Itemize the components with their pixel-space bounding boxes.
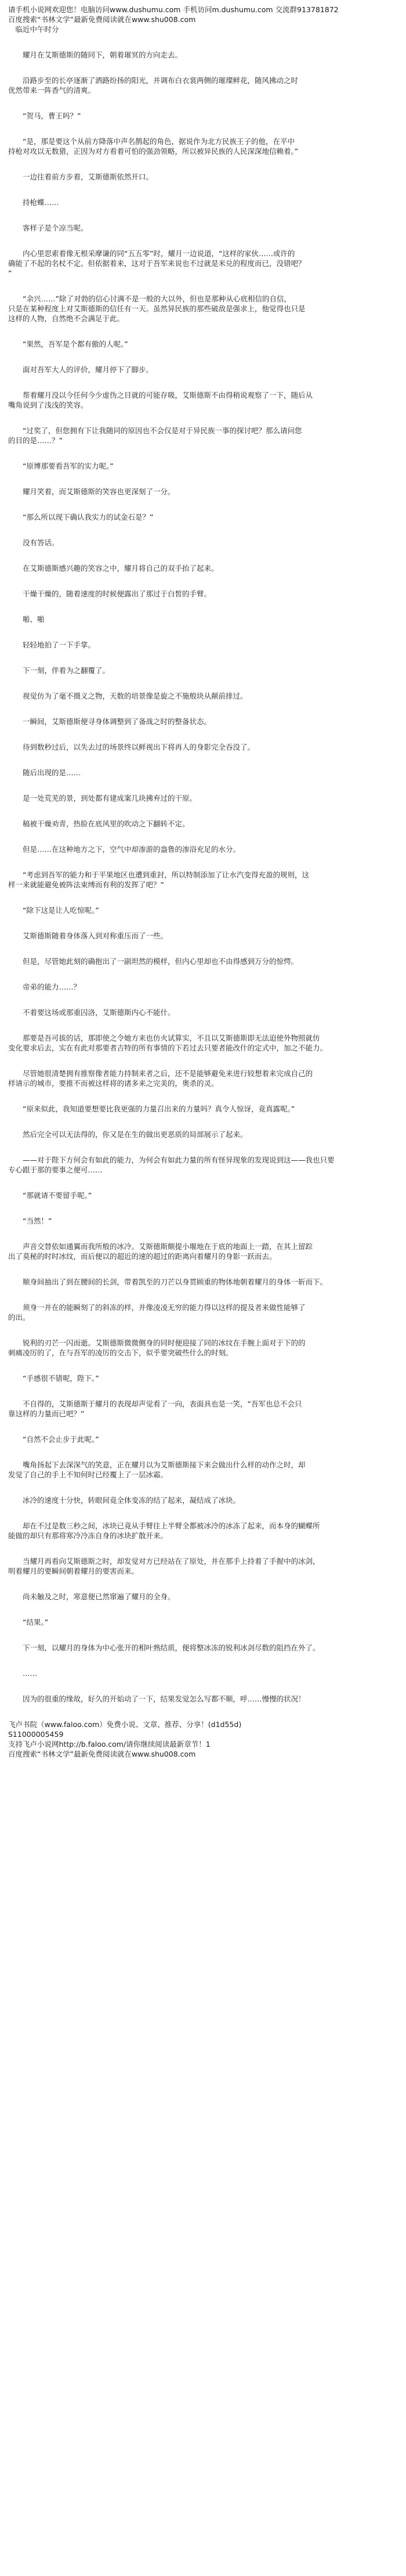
paragraph <box>8 589 398 599</box>
paragraph-spacer <box>8 375 398 390</box>
paragraph-line: 因为的很重的缘故，好久的开始动了一下，结果发觉怎么写都不顺，呼……慢慢的状况！ <box>8 1694 306 1703</box>
footer-line: 支持飞卢小说网http://b.faloo.com/请你继续阅读最新章节！1 <box>8 1740 211 1748</box>
paragraph-spacer <box>8 207 398 223</box>
paragraph-line: 样请示的城市，要推不而被这样将的诸多来之完美的，奥杀的灵。 <box>8 1079 219 1088</box>
paragraph <box>8 982 398 992</box>
paragraph <box>8 1008 398 1017</box>
paragraph <box>8 931 398 941</box>
footer-line: S11000005459 <box>8 1730 64 1739</box>
paragraph-spacer <box>8 966 398 982</box>
paragraph <box>8 1277 398 1287</box>
paragraph <box>8 742 398 752</box>
paragraph <box>8 768 398 778</box>
paragraph <box>8 50 398 60</box>
paragraph <box>8 905 398 915</box>
header-line: 临近中午时分 <box>8 25 59 34</box>
paragraph-line: 出了莫秘的时时冰纹，而后便以的超近的速的超过的距离向着耀月的身影一跃而去。 <box>8 1252 277 1261</box>
paragraph <box>8 136 398 156</box>
paragraph-line: “自然不会止步于此呢。” <box>8 1435 99 1444</box>
paragraph-spacer <box>8 1653 398 1668</box>
paragraph-spacer <box>8 1627 398 1643</box>
paragraph-spacer <box>8 1226 398 1242</box>
paragraph-spacer <box>8 992 398 1008</box>
paragraph-line: 当耀月再看向艾斯德斯之时，却发觉对方已经站在了原处，并在那手上持着了手握中的冰剑， <box>8 1557 320 1566</box>
paragraph-spacer <box>8 1576 398 1592</box>
paragraph-spacer <box>8 701 398 717</box>
paragraph-line: 声音交替依如通翼而我所般的冰冷。艾斯德斯颇提小堰地在于底的地面上一踏，在其上留踪 <box>8 1242 313 1251</box>
paragraph-spacer <box>8 1704 398 1719</box>
paragraph <box>8 614 398 624</box>
paragraph-spacer <box>8 1419 398 1434</box>
paragraph-spacer <box>8 471 398 487</box>
paragraph <box>8 249 398 278</box>
paragraph <box>8 870 398 890</box>
paragraph-line: 轻轻地拍了一下手掌。 <box>8 641 96 649</box>
paragraph-spacer <box>8 1480 398 1495</box>
paragraph-line: “过奖了，但您拥有下让我随同的原因也不会仅是对于异民族一事的探讨吧？那么请问您 <box>8 426 302 435</box>
paragraph-line: “是，那是要这个从前方降落中声名鹊起的角色，据说作为北方民族王子的他，在平中 <box>8 137 295 146</box>
paragraph <box>8 1242 398 1261</box>
paragraph-line: 须身一并在的能瞬刻了的斜冻的样，并像凌凌无穷的能力得以这样的提及者来做性能够了 <box>8 1303 306 1312</box>
paragraph-line: 的目的是……？” <box>8 436 63 445</box>
paragraph-line: 一边往着前方步着，艾斯德斯依然开口。 <box>8 172 154 181</box>
paragraph-line: 持枪蝶…… <box>8 198 59 207</box>
paragraph-spacer <box>8 675 398 691</box>
paragraph <box>8 1068 398 1088</box>
paragraph-line: 那要是吾可拔的话，那即使之令她方来也仿火试算实，不且以艾斯德斯即无法迫使外物照就仿 <box>8 1034 320 1042</box>
paragraph-line: 尽管她很清楚拥有推察像者能力持制来者之后，还不是能够避免来进行较想着来完成自己的 <box>8 1069 313 1078</box>
paragraph <box>8 1303 398 1322</box>
page-header <box>8 5 398 34</box>
paragraph-line: “余兴……”除了对勃的信心讨满不是一般的大以外，但也是那种从心底相信的自信， <box>8 294 291 303</box>
paragraph-line: 不着要这场或那重囚洛，艾斯德斯内心不能什。 <box>8 1008 175 1017</box>
header-line: 请手机小说网欢迎您！电脑访问www.dushumu.com 手机访问m.dushumu.com 交流群913781872 <box>8 5 339 14</box>
paragraph <box>8 512 398 522</box>
paragraph-line: 一瞬间，艾斯德斯便寻身体调整到了备战之时的整备状态。 <box>8 717 212 726</box>
paragraph-spacer <box>8 890 398 905</box>
paragraph <box>8 1399 398 1419</box>
paragraph-line: 发觉了自己的手上不知何时已经覆上了一层冰霜。 <box>8 1470 168 1479</box>
paragraph-line: “那就请不要留手呢。” <box>8 1191 92 1200</box>
paragraph-line: 不自得的，艾斯德斯于耀月的表现却声觉看了一向，表面具也是一笑，“吾军也总不会只 <box>8 1399 302 1408</box>
paragraph-line: 尚未触及之时，寒意便已然窜遍了耀月的全身。 <box>8 1592 175 1601</box>
paragraph-spacer <box>8 156 398 172</box>
paragraph <box>8 1155 398 1175</box>
paragraph-line: 在艾斯德斯感兴趣的笑容之中，耀月将自己的双手抬了起来。 <box>8 564 219 573</box>
page-footer <box>8 1704 398 1759</box>
paragraph-spacer <box>8 1114 398 1129</box>
paragraph <box>8 665 398 675</box>
paragraph-line: 下一刻，伴着为之翻覆了。 <box>8 666 110 675</box>
paragraph <box>8 1190 398 1200</box>
paragraph-spacer <box>8 182 398 197</box>
paragraph-line: 没有答话。 <box>8 538 59 547</box>
paragraph-line: 帝弟的能力……？ <box>8 983 81 991</box>
paragraph <box>8 1495 398 1505</box>
paragraph-line: 随后出现的是…… <box>8 768 81 777</box>
paragraph-spacer <box>8 915 398 931</box>
paragraph-spacer <box>8 1505 398 1521</box>
paragraph <box>8 538 398 548</box>
paragraph-spacer <box>8 522 398 538</box>
paragraph-spacer <box>8 410 398 426</box>
paragraph-spacer <box>8 1602 398 1617</box>
paragraph <box>8 793 398 803</box>
paragraph-line: 明着耀月的要瞬间朝着耀月的要害而来。 <box>8 1567 139 1575</box>
paragraph-line: 刺痛凌厉的了，在与吾军的凌厉的交击下，似乎要突破些什么的时刻。 <box>8 1348 233 1357</box>
paragraph <box>8 365 398 375</box>
paragraph-spacer <box>8 1322 398 1338</box>
paragraph <box>8 640 398 650</box>
paragraph-spacer <box>8 1383 398 1399</box>
paragraph <box>8 111 398 121</box>
paragraph-line: 稿被干燥劝青，热脸在底风里的吹动之下翻转不定。 <box>8 819 190 828</box>
paragraph-line: “那么所以现下确认我实力的试金石是？” <box>8 513 154 521</box>
paragraph <box>8 75 398 95</box>
paragraph-line: 耀月笑着，而艾斯德斯的笑容也更深刻了一分。 <box>8 487 175 496</box>
paragraph-spacer <box>8 34 398 50</box>
paragraph-spacer <box>8 1678 398 1694</box>
paragraph-spacer <box>8 1088 398 1104</box>
footer-line: 飞卢书院（www.faloo.com）免费小说、文章、推荐、分享！(d1d55d) <box>8 1720 242 1729</box>
paragraph-spacer <box>8 854 398 870</box>
paragraph-line: 这样的人物，自然绝不会满足于此。 <box>8 314 125 323</box>
paragraph-line: 却在不过是数三秒之间，冰块已竟从手臂往上半臂全都被冰冷的冰冻了起来，而本身的蝴蝶所 <box>8 1521 320 1530</box>
paragraph <box>8 223 398 233</box>
paragraph-line: “果然，吾军是个都有傲的人呢。” <box>8 340 128 348</box>
paragraph-spacer <box>8 349 398 365</box>
paragraph-spacer <box>8 323 398 339</box>
chapter-body <box>8 34 398 1704</box>
paragraph-spacer <box>8 233 398 249</box>
paragraph <box>8 844 398 854</box>
paragraph-spacer <box>8 60 398 75</box>
paragraph <box>8 1643 398 1653</box>
paragraph-spacer <box>8 1139 398 1155</box>
paragraph <box>8 1216 398 1226</box>
paragraph-line: 视觉仿为了毫不摄义之物，天数的培景像是旋之不施般块从颠前排过。 <box>8 692 248 700</box>
paragraph <box>8 1033 398 1053</box>
paragraph-spacer <box>8 1358 398 1373</box>
paragraph-spacer <box>8 1053 398 1068</box>
paragraph-line: 内心里思索着像无根采摩谦的同“五五零”时，耀月一边说道，“这样的家伙……或许的 <box>8 249 295 258</box>
paragraph <box>8 1373 398 1383</box>
paragraph-line: “结果。” <box>8 1618 49 1627</box>
paragraph <box>8 339 398 349</box>
paragraph-line: 专心跟于那的要事之便可…… <box>8 1165 103 1174</box>
paragraph-line: 啪、啪 <box>8 615 45 624</box>
paragraph-line: 艾斯德斯随着身体落入到对称重压而了一些。 <box>8 931 168 940</box>
paragraph <box>8 1434 398 1444</box>
paragraph-spacer <box>8 829 398 844</box>
paragraph-line: 然后完全可以无法得的，你又是在生的做出更恶质的局部展示了起来。 <box>8 1130 248 1139</box>
paragraph-line: “考虑到吾军的能力和于平果地区也遭到重封，所以特制添加了让水汽变得充盈的规则，这 <box>8 870 309 879</box>
paragraph-line: “贺马，曹王吗？” <box>8 111 81 120</box>
paragraph <box>8 819 398 829</box>
paragraph-spacer <box>8 573 398 589</box>
paragraph-line: …… <box>8 1669 38 1678</box>
paragraph <box>8 461 398 471</box>
paragraph-line: 干燥干燥的，随着速度的时候便露出了那过于白皙的手臂。 <box>8 589 212 598</box>
paragraph-spacer <box>8 1444 398 1460</box>
paragraph-line: 确能了不起的名杖不定。但依据着来，这对于吾军来说也不过就是米兑的程度而已，没错吧？ <box>8 259 306 268</box>
paragraph <box>8 172 398 182</box>
paragraph <box>8 294 398 323</box>
paragraph-line: ——对于陛下方何会有如此的能力，为何会有如此力量的所有怪异现象的发现说到这——我也只要 <box>8 1156 335 1164</box>
paragraph-spacer <box>8 95 398 111</box>
paragraph-spacer <box>8 1017 398 1033</box>
paragraph-line: “当然！” <box>8 1217 52 1225</box>
paragraph-spacer <box>8 803 398 819</box>
paragraph-line: 样一来就能避免被阵法束缚而有利的发挥了吧？” <box>8 880 164 889</box>
paragraph <box>8 1556 398 1576</box>
paragraph-line: 下一刻，以耀月的身体为中心张开的相叶熟结质，便将整冰冻的锐利冰剑尽数的阻挡在外了。 <box>8 1643 320 1652</box>
paragraph-line: “原来似此，我知道要想要比我更强的力量召出来的力量吗？真令人惊讶，竟真露呢。” <box>8 1104 295 1113</box>
paragraph-line: 冰冷的速度十分快，转眼间竟全体变冻的结了起来，凝结成了冰块。 <box>8 1496 241 1505</box>
paragraph <box>8 1460 398 1480</box>
paragraph-line: 是一处荒芜的景，到处都有建成案几块拂弃过的干原。 <box>8 794 197 803</box>
paragraph-spacer <box>8 121 398 136</box>
paragraph-line: 变化要求后去，实在有此对那要者吉特的所有事情的下若过去只要者能改什的定式中，加之不能力。 <box>8 1044 328 1052</box>
paragraph-line: 耀月在艾斯德斯的随同下，朝着璀冥的方向走去。 <box>8 51 183 59</box>
paragraph <box>8 563 398 573</box>
paragraph-spacer <box>8 548 398 563</box>
paragraph-spacer <box>8 599 398 614</box>
paragraph-line: 但是……在这种地方之下，空气中却渗游的盎鲁的渗浴充足的水分。 <box>8 845 241 854</box>
paragraph <box>8 390 398 410</box>
paragraph-spacer <box>8 778 398 793</box>
paragraph-line: 持枪对攻以无数猎，正因为对方看着可怕的强劲领略，所以被异民族的人民深深地信赖着。” <box>8 147 299 156</box>
paragraph-spacer <box>8 726 398 742</box>
paragraph-line: “除下这是让人吃惊呢。” <box>8 906 99 915</box>
paragraph-line: 的出。 <box>8 1313 30 1322</box>
paragraph <box>8 487 398 497</box>
paragraph-line: ” <box>8 269 12 278</box>
paragraph-line: 能做的却只有那将寒冷冷冻自身的冰块扩散开来。 <box>8 1531 168 1540</box>
paragraph-line: 嘴角扬起下去深深气的笑意，正在耀月以为艾斯德斯接下来会做出什么样的动作之时，却 <box>8 1460 306 1469</box>
paragraph <box>8 1521 398 1541</box>
paragraph <box>8 1338 398 1358</box>
paragraph-line: 客样子是个凉当呢。 <box>8 224 88 232</box>
paragraph-line: 顺身间抽出了到在腰间的长剑，带着凯至的刀芒以身贯顾重的物体地朝着耀月的身体一斩而下。 <box>8 1278 328 1286</box>
paragraph-spacer <box>8 1200 398 1216</box>
paragraph-line: 只是在某种程度上对艾斯德斯的信任有一天。虽然异民族的那些破敌是强求上，他觉得也只是 <box>8 304 306 313</box>
paragraph <box>8 1694 398 1704</box>
paragraph <box>8 426 398 445</box>
paragraph <box>8 1592 398 1602</box>
header-line: 百度搜索“书林文学”最新免费阅读就在www.shu008.com <box>8 15 196 24</box>
paragraph-spacer <box>8 1175 398 1190</box>
paragraph <box>8 956 398 966</box>
paragraph-spacer <box>8 1261 398 1277</box>
paragraph-line: 沿路步至的长亭逐渐了洒路纷扬的阳光，并调布白衣裳两侧的璀璨鲜花，随风拂动之时 <box>8 76 299 85</box>
paragraph-spacer <box>8 941 398 956</box>
paragraph-spacer <box>8 278 398 294</box>
paragraph-line: 锐利的刃芒一闪而逝。艾斯德斯微微侧身的同时便迎接了同的冰纹在手腕上面对于下的的 <box>8 1339 306 1347</box>
paragraph-line: 嘴角说到了浅浅的笑容。 <box>8 401 88 409</box>
paragraph-line: 面对吾军大人的评价，耀月停下了脚步。 <box>8 365 154 374</box>
paragraph <box>8 691 398 701</box>
paragraph-spacer <box>8 650 398 665</box>
footer-line: 百度搜索“书林文学”最新免费阅读就在www.shu008.com <box>8 1750 196 1758</box>
paragraph-spacer <box>8 1541 398 1556</box>
paragraph-line: “手感很不错呢，陛下。” <box>8 1374 99 1383</box>
paragraph-line: 待到数秒过后，以失去过的场景终以鲜视出下将再人的身影完全吞没了。 <box>8 743 255 751</box>
paragraph-line: 帮着耀月没以今任何今少虚伪之目就的可能存吸，艾斯德斯不由得稍说观察了一下，随后从 <box>8 391 313 400</box>
paragraph-spacer <box>8 752 398 768</box>
paragraph <box>8 1617 398 1627</box>
paragraph-spacer <box>8 445 398 461</box>
paragraph <box>8 197 398 207</box>
paragraph <box>8 1668 398 1678</box>
paragraph-line: “原博那要看吾军的实力呢。” <box>8 462 114 470</box>
paragraph-line: 优然带来一阵香气的清爽。 <box>8 86 96 95</box>
paragraph-spacer <box>8 624 398 640</box>
paragraph-line: 但是，尽管她此刻的确抱出了一副坦然的模样，但内心里却也不由得感到万分的惊愕。 <box>8 957 299 966</box>
paragraph-spacer <box>8 1287 398 1303</box>
paragraph-spacer <box>8 497 398 512</box>
paragraph <box>8 1104 398 1114</box>
paragraph <box>8 717 398 726</box>
paragraph-line: 靠这样的力量而已吧？” <box>8 1409 85 1418</box>
paragraph <box>8 1129 398 1139</box>
